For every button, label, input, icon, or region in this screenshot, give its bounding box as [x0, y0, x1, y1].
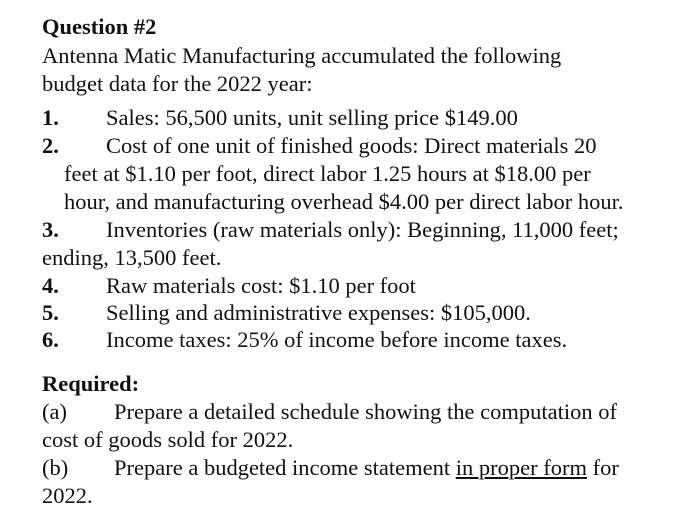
required-part-a	[42, 397, 692, 426]
item-text: Cost of one unit of finished goods: Direct materials 20	[106, 133, 597, 158]
part-continuation: 2022.	[42, 483, 93, 508]
intro-line-2: budget data for the 2022 year:	[42, 71, 313, 96]
question-heading: Question #2	[42, 14, 157, 39]
part-label: (b)	[42, 455, 69, 480]
list-item	[42, 131, 692, 160]
item-number: 3.	[42, 217, 59, 242]
required-heading: Required:	[42, 371, 140, 396]
item-continuation: feet at $1.10 per foot, direct labor 1.25 hours at $18.00 per	[64, 161, 591, 186]
item-text: Raw materials cost: $1.10 per foot	[106, 273, 416, 298]
item-continuation: hour, and manufacturing overhead $4.00 per direct labor hour.	[64, 189, 624, 214]
item-continuation: ending, 13,500 feet.	[42, 245, 222, 270]
part-text: Prepare a detailed schedule showing the computation of	[114, 399, 617, 424]
part-text: Prepare a budgeted income statement	[114, 455, 456, 480]
underlined-phrase: in proper form	[455, 455, 587, 480]
list-item	[42, 103, 692, 132]
list-item	[42, 325, 692, 354]
item-text: Selling and administrative expenses: $105,000.	[106, 300, 531, 325]
list-item	[42, 298, 692, 327]
list-item	[42, 271, 692, 300]
item-text: Inventories (raw materials only): Beginning, 11,000 feet;	[106, 217, 619, 242]
required-part-b	[42, 453, 692, 482]
item-number: 6.	[42, 327, 59, 352]
item-text: Sales: 56,500 units, unit selling price $149.00	[106, 105, 518, 130]
intro-line-1: Antenna Matic Manufacturing accumulated the following	[42, 43, 562, 68]
item-number: 1.	[42, 105, 59, 130]
part-continuation: cost of goods sold for 2022.	[42, 427, 294, 452]
part-label: (a)	[42, 399, 67, 424]
item-number: 4.	[42, 273, 59, 298]
item-number: 5.	[42, 300, 59, 325]
item-number: 2.	[42, 133, 59, 158]
part-text-end: for	[586, 455, 619, 480]
list-item	[42, 215, 692, 244]
item-text: Income taxes: 25% of income before income taxes.	[106, 327, 568, 352]
